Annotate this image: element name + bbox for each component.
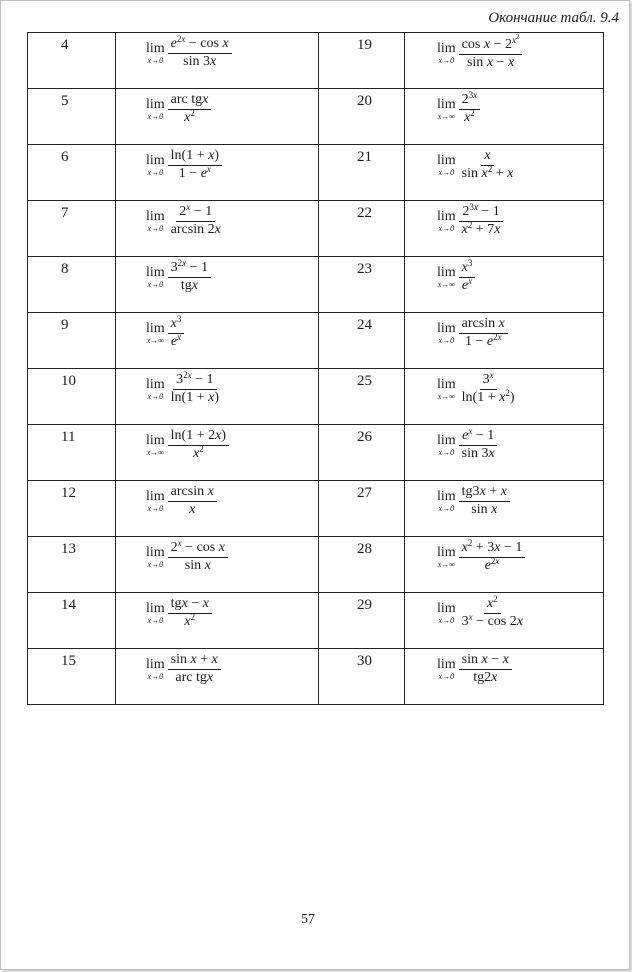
- limit-expression: lim x→0 $\frac{\text{sin x − x}}{tg2x}$: [405, 649, 604, 705]
- problem-number: 10: [28, 369, 116, 425]
- table-row: [28, 425, 604, 481]
- limit-expression: lim x→0 $\frac{\cos x - 2^{x^2}}{\text{sin x − x}}$: [405, 33, 604, 89]
- limit-expression: lim x→0 $\frac{\ln(1 + x)}{1 - e^x}$: [116, 145, 319, 201]
- limit-expression: lim x→0 $\frac{2^x - 1}{\arcsin 2x}$: [116, 201, 319, 257]
- table-row: [28, 537, 604, 593]
- table-row: [28, 89, 604, 145]
- table-row: [28, 369, 604, 425]
- limit-expression: lim x→0 $\frac{\text{arc tgx}}{x^2}$: [116, 89, 319, 145]
- limit-expression: lim x→0 $\frac{tg3x + x}{\text{sin x}}$: [405, 481, 604, 537]
- problem-number: 26: [319, 425, 405, 481]
- problem-number: 21: [319, 145, 405, 201]
- limit-expression: lim x→∞ $\frac{x^2 + 3x - 1}{e^{2x}}$: [405, 537, 604, 593]
- problem-number: 19: [319, 33, 405, 89]
- limit-expression: lim x→∞ $\frac{x^3}{e^x}$: [405, 257, 604, 313]
- page-number: 57: [301, 912, 315, 927]
- limit-expression: lim x→0 $\frac{3^{2x} - 1}{\ln(1 + x)}$: [116, 369, 319, 425]
- problem-number: 15: [28, 649, 116, 705]
- limit-expression: lim x→0 $\frac{e^{2x} - \cos x}{\sin 3x}$: [116, 33, 319, 89]
- problem-number: 7: [28, 201, 116, 257]
- table-row: [28, 481, 604, 537]
- table-row: [28, 257, 604, 313]
- problem-number: 12: [28, 481, 116, 537]
- table-row: [28, 201, 604, 257]
- limit-expression: lim x→0 $\frac{\text{arcsin x}}{x}$: [116, 481, 319, 537]
- problem-number: 20: [319, 89, 405, 145]
- problem-number: 30: [319, 649, 405, 705]
- limit-expression: lim x→0 $\frac{\text{sin x + x}}{\text{arc tgx}}$: [116, 649, 319, 705]
- limit-expression: lim x→0 $\frac{\text{arcsin x}}{1 - e^{2x}}$: [405, 313, 604, 369]
- problem-number: 9: [28, 313, 116, 369]
- limit-expression: lim x→0 $\frac{e^x - 1}{\sin 3x}$: [405, 425, 604, 481]
- problem-number: 27: [319, 481, 405, 537]
- limit-expression: lim x→0 $\frac{2^{3x} - 1}{x^2 + 7x}$: [405, 201, 604, 257]
- table-row: [28, 145, 604, 201]
- limit-expression: lim x→0 $\frac{2^x - \cos x}{\text{sin x}}$: [116, 537, 319, 593]
- table-row: [28, 33, 604, 89]
- limit-expression: lim x→0 $\frac{x^2}{3^x - \cos 2x}$: [405, 593, 604, 649]
- problem-number: 5: [28, 89, 116, 145]
- limit-expression: lim x→∞ $\frac{2^{3x}}{x^2}$: [405, 89, 604, 145]
- table-caption: Окончание табл. 9.4: [488, 10, 619, 26]
- problem-number: 13: [28, 537, 116, 593]
- limit-expression: lim x→∞ $\frac{x^3}{e^x}$: [116, 313, 319, 369]
- problem-number: 24: [319, 313, 405, 369]
- limits-table: [27, 32, 604, 705]
- limit-expression: lim x→0 $\frac{x}{\sin x^2 + x}$: [405, 145, 604, 201]
- limit-expression: lim x→∞ $\frac{\ln(1 + 2x)}{x^2}$: [116, 425, 319, 481]
- limit-expression: lim x→0 $\frac{3^{2x} - 1}{\text{tgx}}$: [116, 257, 319, 313]
- table-row: [28, 313, 604, 369]
- table-row: [28, 593, 604, 649]
- problem-number: 8: [28, 257, 116, 313]
- problem-number: 25: [319, 369, 405, 425]
- problem-number: 29: [319, 593, 405, 649]
- problem-number: 6: [28, 145, 116, 201]
- problem-number: 23: [319, 257, 405, 313]
- problem-number: 14: [28, 593, 116, 649]
- problem-number: 11: [28, 425, 116, 481]
- limit-expression: lim x→∞ $\frac{3^x}{\ln(1 + x^2)}$: [405, 369, 604, 425]
- problem-number: 4: [28, 33, 116, 89]
- limit-expression: lim x→0 $\frac{\text{tgx − x}}{x^2}$: [116, 593, 319, 649]
- table-row: [28, 649, 604, 705]
- problem-number: 28: [319, 537, 405, 593]
- problem-number: 22: [319, 201, 405, 257]
